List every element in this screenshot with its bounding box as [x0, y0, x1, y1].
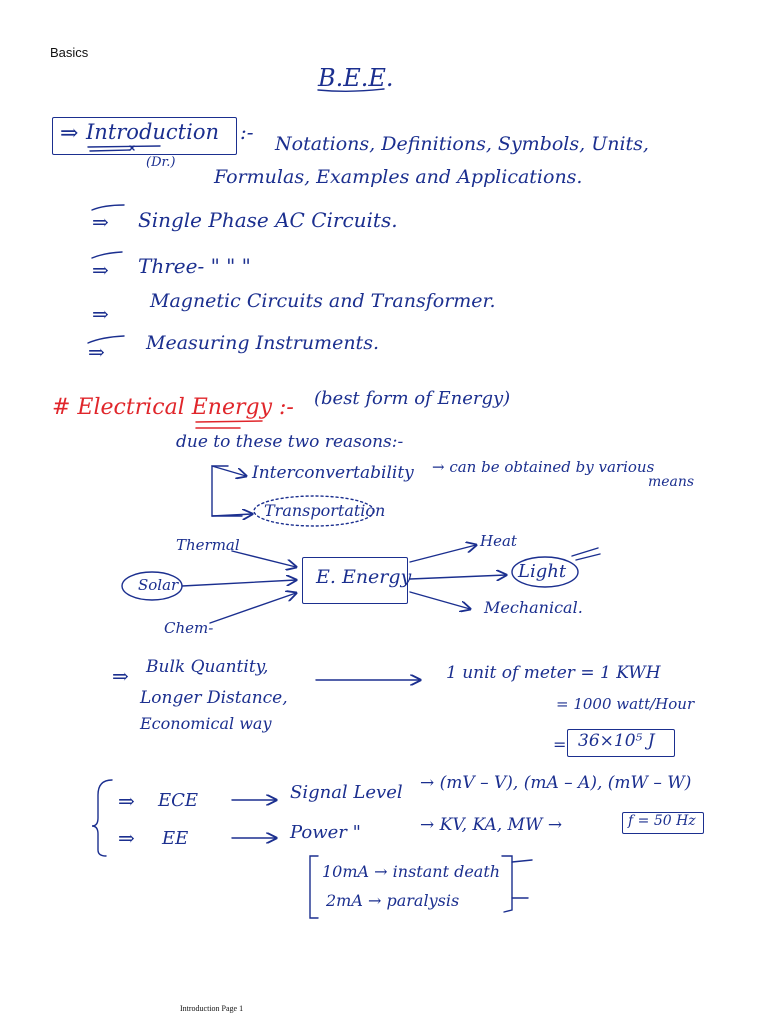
- ee-description: Power ": [290, 822, 361, 843]
- reasons-intro: due to these two reasons:-: [176, 432, 404, 452]
- intro-note: (Dr.): [146, 155, 176, 170]
- bulk-line3: Economical way: [140, 714, 272, 733]
- electrical-energy-note: (best form of Energy): [314, 388, 511, 409]
- reason-interconvertability: Interconvertability: [252, 463, 414, 483]
- output-light: Light: [518, 561, 567, 582]
- reason-transportation: Transportation: [264, 501, 386, 520]
- page-footer: Introduction Page 1: [180, 1004, 244, 1013]
- reason-note-line1: → can be obtained by various: [432, 458, 655, 476]
- topic-item: Magnetic Circuits and Transformer.: [150, 290, 496, 312]
- topic-mark-icon: ⇒: [92, 210, 109, 234]
- topic-item: Three- " " ": [138, 254, 251, 278]
- bulk-arrow-icon: ⇒: [112, 664, 129, 688]
- energy-center-label: E. Energy: [316, 566, 412, 588]
- unit-equation-watt-hour: = 1000 watt/Hour: [556, 695, 695, 713]
- intro-colon: :-: [240, 120, 254, 144]
- topic-mark-icon: ⇒: [92, 302, 109, 326]
- topic-mark-icon: ⇒: [92, 258, 109, 282]
- page-title: B.E.E.: [318, 64, 394, 92]
- input-thermal: Thermal: [176, 536, 240, 554]
- intro-description-line2: Formulas, Examples and Applications.: [214, 166, 583, 188]
- bulk-line1: Bulk Quantity,: [146, 657, 269, 677]
- intro-heading: Introduction: [86, 120, 219, 144]
- ece-units: → (mV – V), (mA – A), (mW – W): [420, 773, 692, 793]
- reason-note-line2: means: [648, 474, 695, 490]
- section-label: Basics: [50, 45, 89, 60]
- output-heat: Heat: [480, 532, 517, 550]
- unit-equation-prefix: =: [553, 735, 567, 754]
- ee-label: EE: [162, 828, 189, 849]
- danger-line2: 2mA → paralysis: [326, 891, 460, 910]
- topic-item: Measuring Instruments.: [146, 332, 379, 354]
- input-chemical: Chem-: [164, 619, 214, 637]
- unit-of-meter: 1 unit of meter = 1 KWH: [446, 663, 661, 683]
- ece-description: Signal Level: [290, 782, 403, 803]
- ece-label: ECE: [158, 790, 199, 811]
- unit-equation-joules: 36×10⁵ J: [578, 731, 655, 751]
- topic-mark-icon: ⇒: [88, 340, 105, 364]
- ee-units: → KV, KA, MW →: [420, 815, 563, 835]
- intro-description-line1: Notations, Definitions, Symbols, Units,: [275, 133, 649, 155]
- danger-line1: 10mA → instant death: [322, 862, 501, 881]
- input-solar: Solar: [138, 576, 179, 594]
- frequency-value: f = 50 Hz: [628, 813, 696, 829]
- ece-arrow-icon: ⇒: [118, 789, 135, 813]
- output-mechanical: Mechanical.: [484, 598, 583, 617]
- intro-arrow-icon: ⇒: [60, 121, 79, 146]
- electrical-energy-heading: # Electrical Energy :-: [52, 395, 294, 420]
- bulk-line2: Longer Distance,: [140, 688, 288, 708]
- topic-item: Single Phase AC Circuits.: [138, 208, 398, 232]
- ee-arrow-icon: ⇒: [118, 826, 135, 850]
